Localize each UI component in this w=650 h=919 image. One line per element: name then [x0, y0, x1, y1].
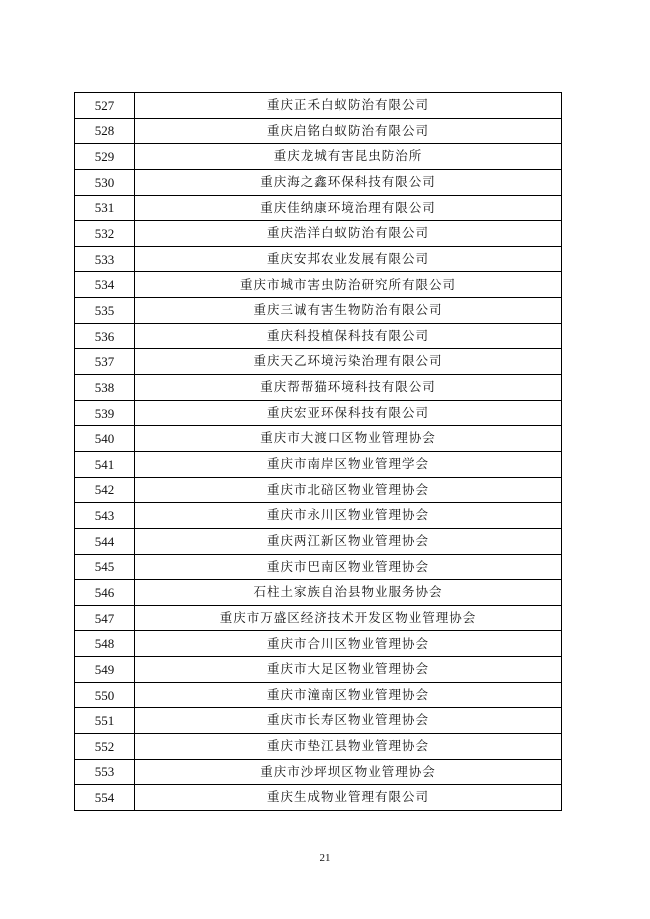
row-number-cell: 553: [75, 759, 135, 785]
table-row: [75, 323, 562, 349]
row-number-cell: 549: [75, 657, 135, 683]
table-row: [75, 221, 562, 247]
organization-name-cell: 重庆市南岸区物业管理学会: [135, 451, 562, 477]
table-row: [75, 528, 562, 554]
table-row: [75, 195, 562, 221]
row-number-cell: 535: [75, 298, 135, 324]
row-number-cell: 534: [75, 272, 135, 298]
row-number-cell: 531: [75, 195, 135, 221]
row-number-cell: 543: [75, 503, 135, 529]
row-number-cell: 528: [75, 118, 135, 144]
organization-table: [74, 92, 562, 811]
organization-name-cell: 重庆浩洋白蚁防治有限公司: [135, 221, 562, 247]
organization-name-cell: 重庆龙城有害昆虫防治所: [135, 144, 562, 170]
row-number-cell: 546: [75, 580, 135, 606]
row-number-cell: 547: [75, 605, 135, 631]
organization-name-cell: 重庆市永川区物业管理协会: [135, 503, 562, 529]
row-number-cell: 545: [75, 554, 135, 580]
organization-name-cell: 重庆佳纳康环境治理有限公司: [135, 195, 562, 221]
page-number: 21: [319, 852, 331, 864]
organization-name-cell: 重庆三诚有害生物防治有限公司: [135, 298, 562, 324]
organization-name-cell: 重庆海之鑫环保科技有限公司: [135, 169, 562, 195]
table-row: [75, 400, 562, 426]
table-row: [75, 682, 562, 708]
row-number-cell: 544: [75, 528, 135, 554]
table-row: [75, 349, 562, 375]
row-number-cell: 527: [75, 93, 135, 119]
organization-name-cell: 重庆市长寿区物业管理协会: [135, 708, 562, 734]
row-number-cell: 536: [75, 323, 135, 349]
organization-name-cell: 重庆市万盛区经济技术开发区物业管理协会: [135, 605, 562, 631]
table-row: [75, 708, 562, 734]
organization-name-cell: 重庆正禾白蚁防治有限公司: [135, 93, 562, 119]
row-number-cell: 548: [75, 631, 135, 657]
table-row: [75, 93, 562, 119]
row-number-cell: 542: [75, 477, 135, 503]
table-row: [75, 759, 562, 785]
row-number-cell: 529: [75, 144, 135, 170]
table-row: [75, 785, 562, 811]
table-row: [75, 631, 562, 657]
organization-name-cell: 重庆安邦农业发展有限公司: [135, 246, 562, 272]
organization-name-cell: 重庆市沙坪坝区物业管理协会: [135, 759, 562, 785]
table-row: [75, 272, 562, 298]
organization-name-cell: 重庆市垫江县物业管理协会: [135, 734, 562, 760]
organization-name-cell: 重庆帮帮猫环境科技有限公司: [135, 375, 562, 401]
table-row: [75, 169, 562, 195]
table-row: [75, 118, 562, 144]
row-number-cell: 550: [75, 682, 135, 708]
table-row: [75, 375, 562, 401]
row-number-cell: 551: [75, 708, 135, 734]
row-number-cell: 538: [75, 375, 135, 401]
row-number-cell: 541: [75, 451, 135, 477]
table-row: [75, 451, 562, 477]
organization-name-cell: 重庆市潼南区物业管理协会: [135, 682, 562, 708]
row-number-cell: 552: [75, 734, 135, 760]
organization-name-cell: 重庆两江新区物业管理协会: [135, 528, 562, 554]
table-row: [75, 503, 562, 529]
organization-name-cell: 石柱土家族自治县物业服务协会: [135, 580, 562, 606]
organization-name-cell: 重庆生成物业管理有限公司: [135, 785, 562, 811]
row-number-cell: 530: [75, 169, 135, 195]
organization-name-cell: 重庆市北碚区物业管理协会: [135, 477, 562, 503]
organization-name-cell: 重庆市大渡口区物业管理协会: [135, 426, 562, 452]
organization-name-cell: 重庆市巴南区物业管理协会: [135, 554, 562, 580]
table-body: [75, 93, 562, 811]
table-row: [75, 477, 562, 503]
row-number-cell: 539: [75, 400, 135, 426]
table-row: [75, 657, 562, 683]
table-row: [75, 580, 562, 606]
row-number-cell: 540: [75, 426, 135, 452]
table-row: [75, 554, 562, 580]
table-row: [75, 246, 562, 272]
row-number-cell: 554: [75, 785, 135, 811]
table-row: [75, 144, 562, 170]
organization-name-cell: 重庆市城市害虫防治研究所有限公司: [135, 272, 562, 298]
table-row: [75, 734, 562, 760]
organization-name-cell: 重庆启铭白蚁防治有限公司: [135, 118, 562, 144]
row-number-cell: 533: [75, 246, 135, 272]
organization-name-cell: 重庆宏亚环保科技有限公司: [135, 400, 562, 426]
organization-name-cell: 重庆市合川区物业管理协会: [135, 631, 562, 657]
organization-name-cell: 重庆天乙环境污染治理有限公司: [135, 349, 562, 375]
table-row: [75, 298, 562, 324]
row-number-cell: 532: [75, 221, 135, 247]
table-row: [75, 426, 562, 452]
organization-name-cell: 重庆市大足区物业管理协会: [135, 657, 562, 683]
row-number-cell: 537: [75, 349, 135, 375]
organization-name-cell: 重庆科投植保科技有限公司: [135, 323, 562, 349]
table-row: [75, 605, 562, 631]
